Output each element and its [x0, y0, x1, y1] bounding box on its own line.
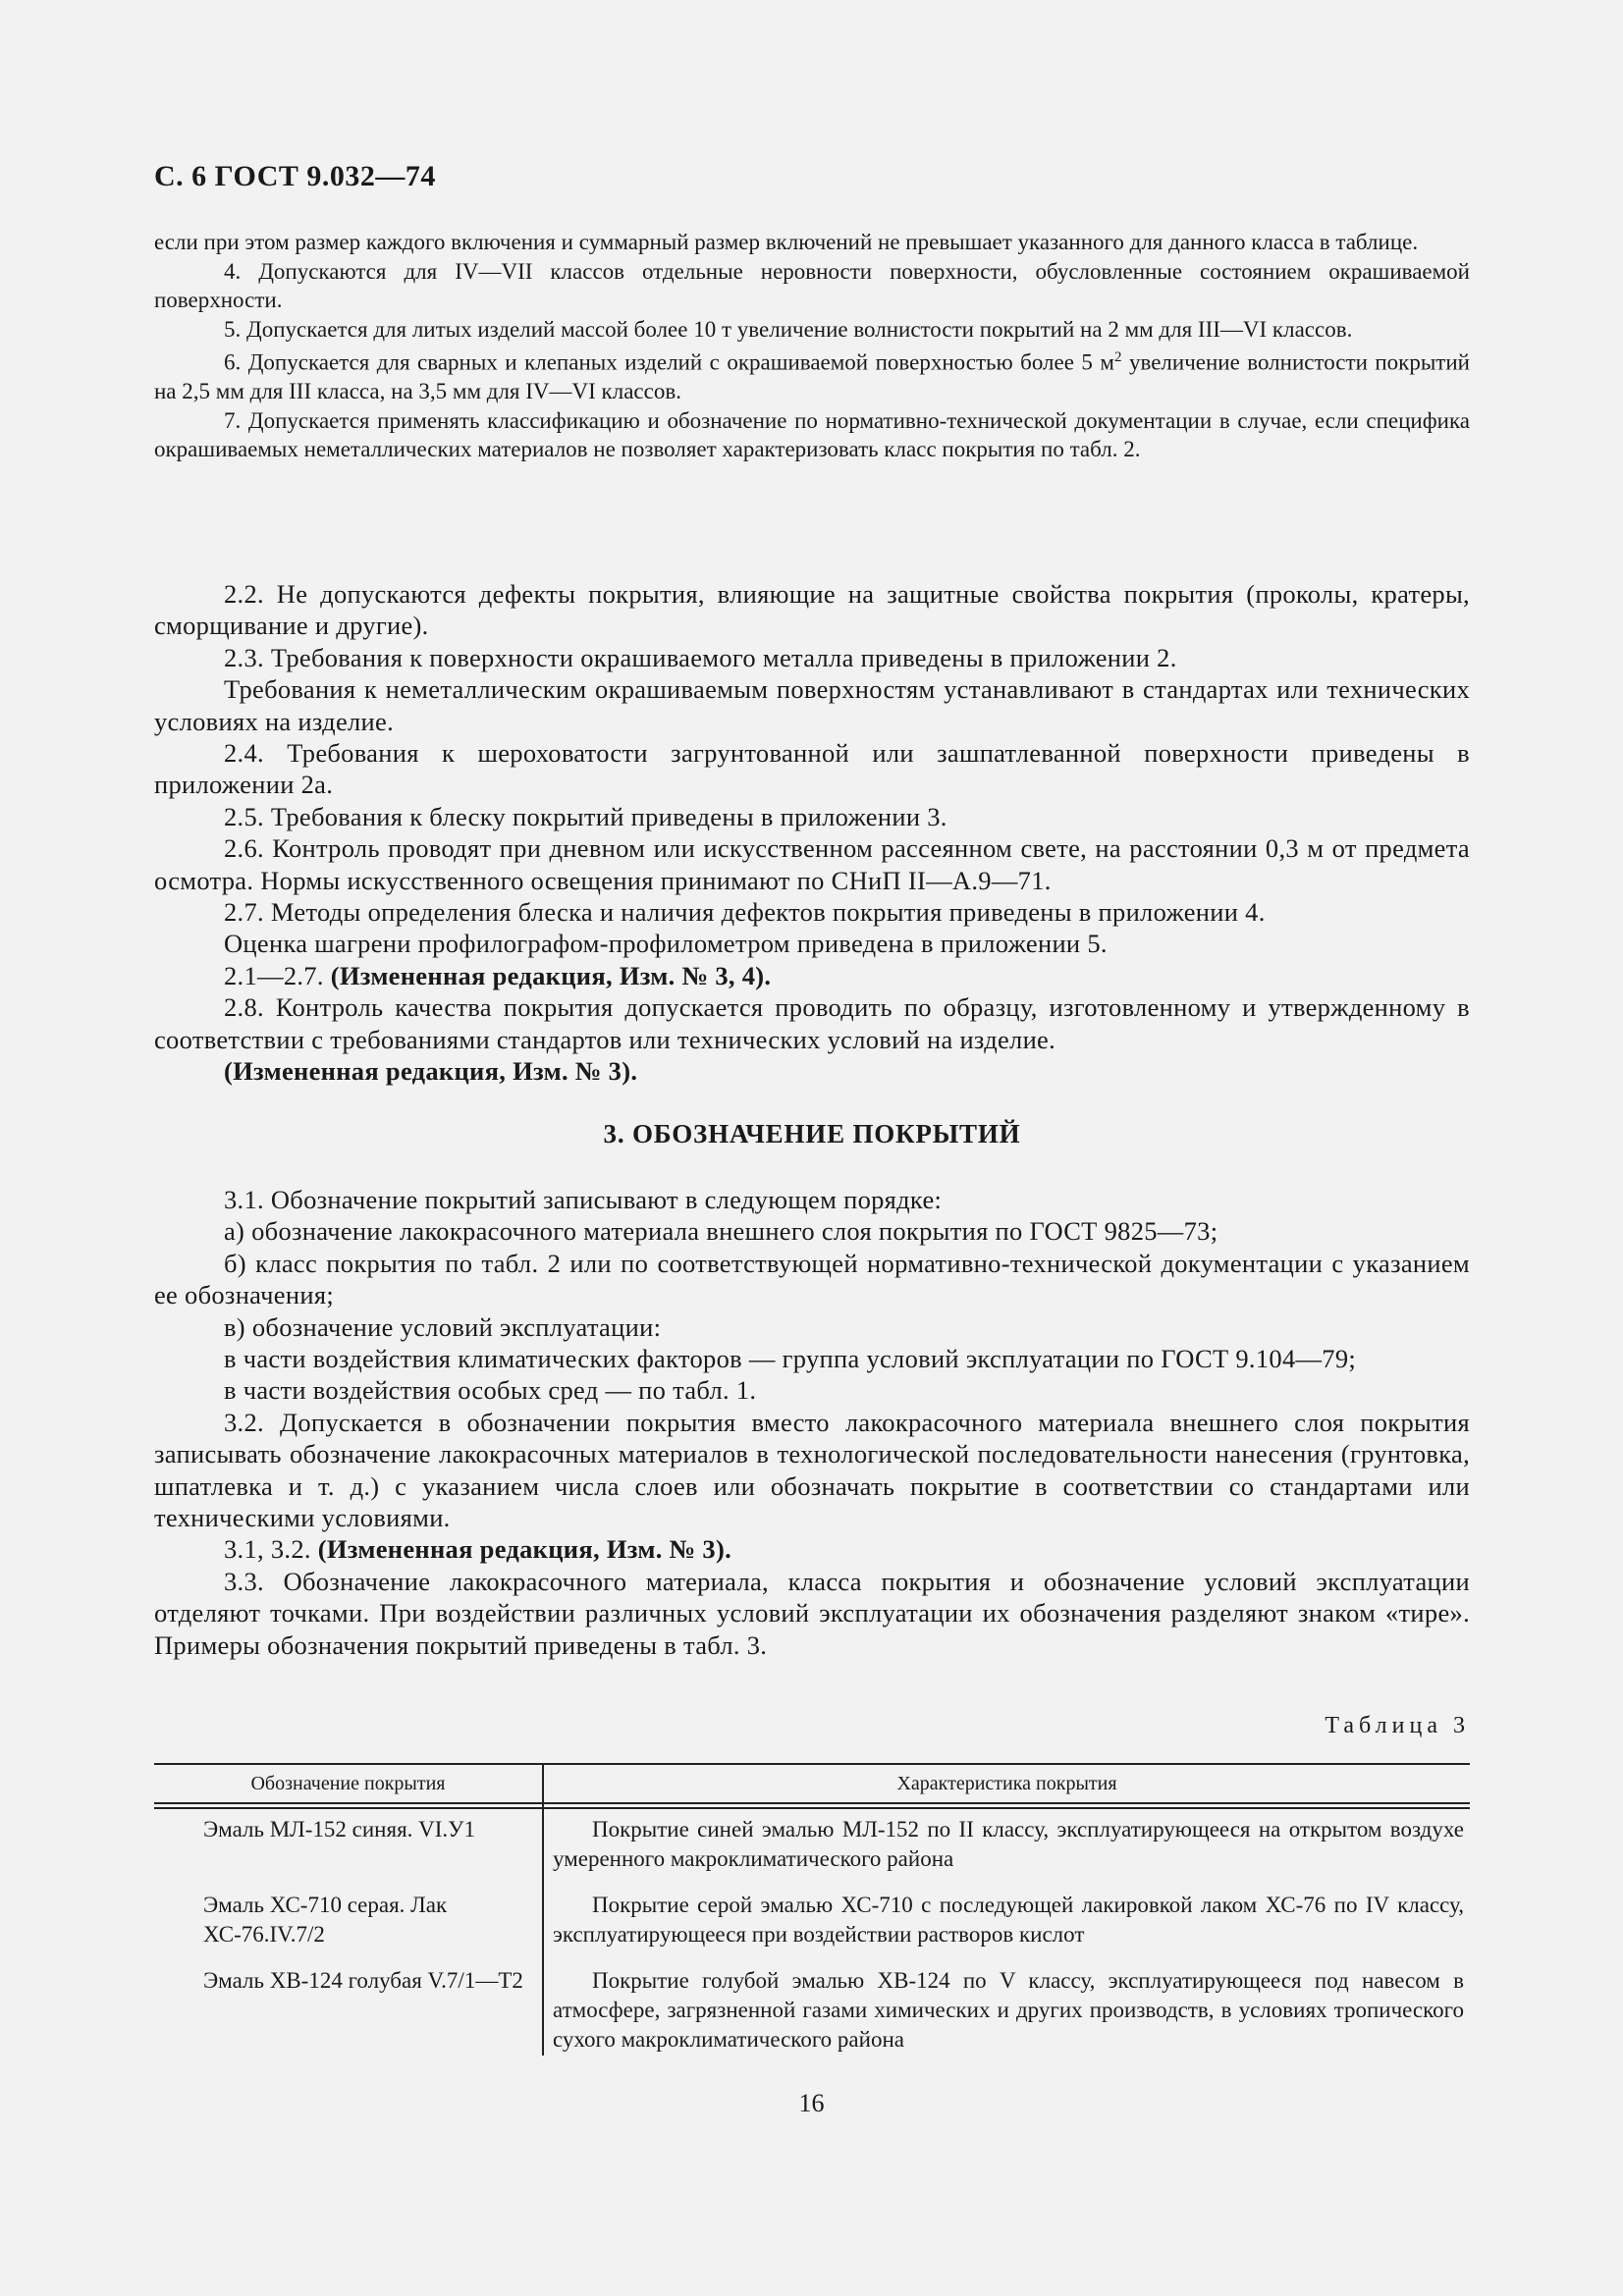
- amendment-3-1-3-2: [154, 1533, 1470, 1565]
- note-4: 4. Допускаются для IV—VII классов отдельные неровности поверхности, обусловленные состоянием окрашиваемой поверхности.: [154, 258, 1470, 312]
- clause-2-5: 2.5. Требования к блеску покрытий приведены в приложении 3.: [224, 801, 947, 831]
- column-header-characteristic: Характеристика покрытия: [896, 1773, 1117, 1794]
- note-6-part1: 6. Допускается для сварных и клепаных изделий с окрашиваемой поверхностью более 5 м: [224, 349, 1114, 375]
- designation-cell: Эмаль ХС-710 серая. Лак ХС-76.IV.7/2: [203, 1893, 448, 1947]
- note-6: [154, 344, 1470, 406]
- clause-3-1-b: б) класс покрытия по табл. 2 или по соответствующей нормативно-технической документации с указанием ее обозначения;: [154, 1248, 1470, 1310]
- clause-2-8: 2.8. Контроль качества покрытия допускается проводить по образцу, изготовленному и утвержденному в соответствии с требованиями стандартов или технических условий на изделие.: [154, 992, 1470, 1054]
- amendment-ref: 3.1, 3.2.: [224, 1534, 311, 1565]
- note-6-part2: увеличение волнистости покрытий на 2,5 мм для III класса, на 3,5 мм для IV—VI классов.: [154, 349, 1470, 404]
- designation-cell: Эмаль МЛ-152 синяя. VI.У1: [203, 1817, 475, 1842]
- page-header: С. 6 ГОСТ 9.032—74: [154, 160, 436, 192]
- characteristic-text: Покрытие серой эмалью ХС-710 с последующей лакировкой лаком ХС-76 по IV классу, эксплуатирующееся при воздействии растворов кислот: [553, 1893, 1464, 1947]
- clause-3-3: 3.3. Обозначение лакокрасочного материала, класса покрытия и обозначение условий эксплуатации отделяют точками. При воздействии различных условий эксплуатации их обозначения разделяют знаком «тире». Примеры обозначения покрытий приведены в табл. 3.: [154, 1566, 1470, 1660]
- note-6-superscript: 2: [1113, 349, 1122, 365]
- clause-2-4: 2.4. Требования к шероховатости загрунтованной или зашпатлеванной поверхности приведены в приложении 2а.: [154, 738, 1470, 800]
- clause-3-1: 3.1. Обозначение покрытий записывают в следующем порядке:: [224, 1185, 943, 1214]
- clause-2-7-cont: Оценка шагрени профилографом-профилометром приведена в приложении 5.: [224, 929, 1108, 959]
- clause-3-1-a: а) обозначение лакокрасочного материала внешнего слоя покрытия по ГОСТ 9825—73;: [224, 1216, 1218, 1247]
- amendment-2-8: (Измененная редакция, Изм. № 3).: [224, 1056, 638, 1087]
- table-caption: Таблица 3: [1325, 1713, 1470, 1738]
- clause-3-1-v: в) обозначение условий эксплуатации:: [224, 1311, 662, 1342]
- table-header-rule-double: [154, 1807, 1470, 1809]
- clause-2-3-cont: Требования к неметаллическим окрашиваемым поверхностям устанавливают в стандартах или технических условиях на изделие.: [154, 674, 1470, 736]
- clause-3-1-v-media: в части воздействия особых сред — по табл. 1.: [224, 1375, 757, 1406]
- table-column-divider: [542, 1763, 544, 2056]
- table-top-rule: [154, 1763, 1470, 1765]
- clause-2-6: 2.6. Контроль проводят при дневном или искусственном рассеянном свете, на расстоянии 0,3 м от предмета осмотра. Нормы искусственного освещения принимают по СНиП II—А.9—71.: [154, 833, 1470, 895]
- designation-cell: Эмаль ХВ-124 голубая V.7/1—Т2: [203, 1968, 523, 1993]
- table-header-rule: [154, 1802, 1470, 1804]
- characteristic-cell: [553, 1891, 1464, 1949]
- clause-2-3: 2.3. Требования к поверхности окрашиваемого металла приведены в приложении 2.: [224, 642, 1177, 672]
- amendment-note: (Измененная редакция, Изм. № 3).: [317, 1534, 732, 1565]
- clause-3-1-v-climate: в части воздействия климатических факторов — группа условий эксплуатации по ГОСТ 9.104—79;: [224, 1344, 1357, 1374]
- column-header-designation: Обозначение покрытия: [250, 1773, 446, 1794]
- note-continuation: если при этом размер каждого включения и суммарный размер включений не превышает указанного для данного класса в таблице.: [154, 230, 1419, 254]
- note-5: 5. Допускается для литых изделий массой более 10 т увеличение волнистости покрытий на 2 мм для III—VI классов.: [224, 316, 1353, 342]
- characteristic-text: Покрытие голубой эмалью ХВ-124 по V классу, эксплуатирующееся под навесом в атмосфере, загрязненной газами химических и других производств, в условиях тропического сухого макроклиматического района: [553, 1968, 1464, 2052]
- page-number: 16: [798, 2089, 825, 2117]
- note-7: 7. Допускается применять классификацию и обозначение по нормативно-технической документации в случае, если специфика окрашиваемых неметаллических материалов не позволяет характеризовать класс покрытия по табл. 2.: [154, 407, 1470, 462]
- table-notes: [154, 228, 1470, 464]
- amendment-2-1-2-7: [154, 960, 1470, 991]
- clause-3-2: 3.2. Допускается в обозначении покрытия вместо лакокрасочного материала внешнего слоя покрытия записывать обозначение лакокрасочных материалов в технологической последовательности нанесения (грунтовка, шпатлевка и т. д.) с указанием числа слоев или обозначать покрытие в соответствии со стандартами или техническими условиями.: [154, 1407, 1470, 1533]
- section-2-body: [154, 578, 1470, 1088]
- section-3-body: [154, 1184, 1470, 1661]
- characteristic-cell: [553, 1966, 1464, 2055]
- characteristic-text: Покрытие синей эмалью МЛ-152 по II классу, эксплуатирующееся на открытом воздухе умеренного макроклиматического района: [553, 1817, 1464, 1871]
- amendment-note: (Измененная редакция, Изм. № 3, 4).: [330, 960, 772, 990]
- clause-2-7: 2.7. Методы определения блеска и наличия дефектов покрытия приведены в приложении 4.: [224, 897, 1266, 928]
- clause-2-2: 2.2. Не допускаются дефекты покрытия, влияющие на защитные свойства покрытия (проколы, кратеры, сморщивание и другие).: [154, 579, 1470, 641]
- amendment-ref: 2.1—2.7.: [224, 960, 324, 990]
- characteristic-cell: [553, 1815, 1464, 1874]
- section-3-title: 3. ОБОЗНАЧЕНИЕ ПОКРЫТИЙ: [603, 1119, 1021, 1148]
